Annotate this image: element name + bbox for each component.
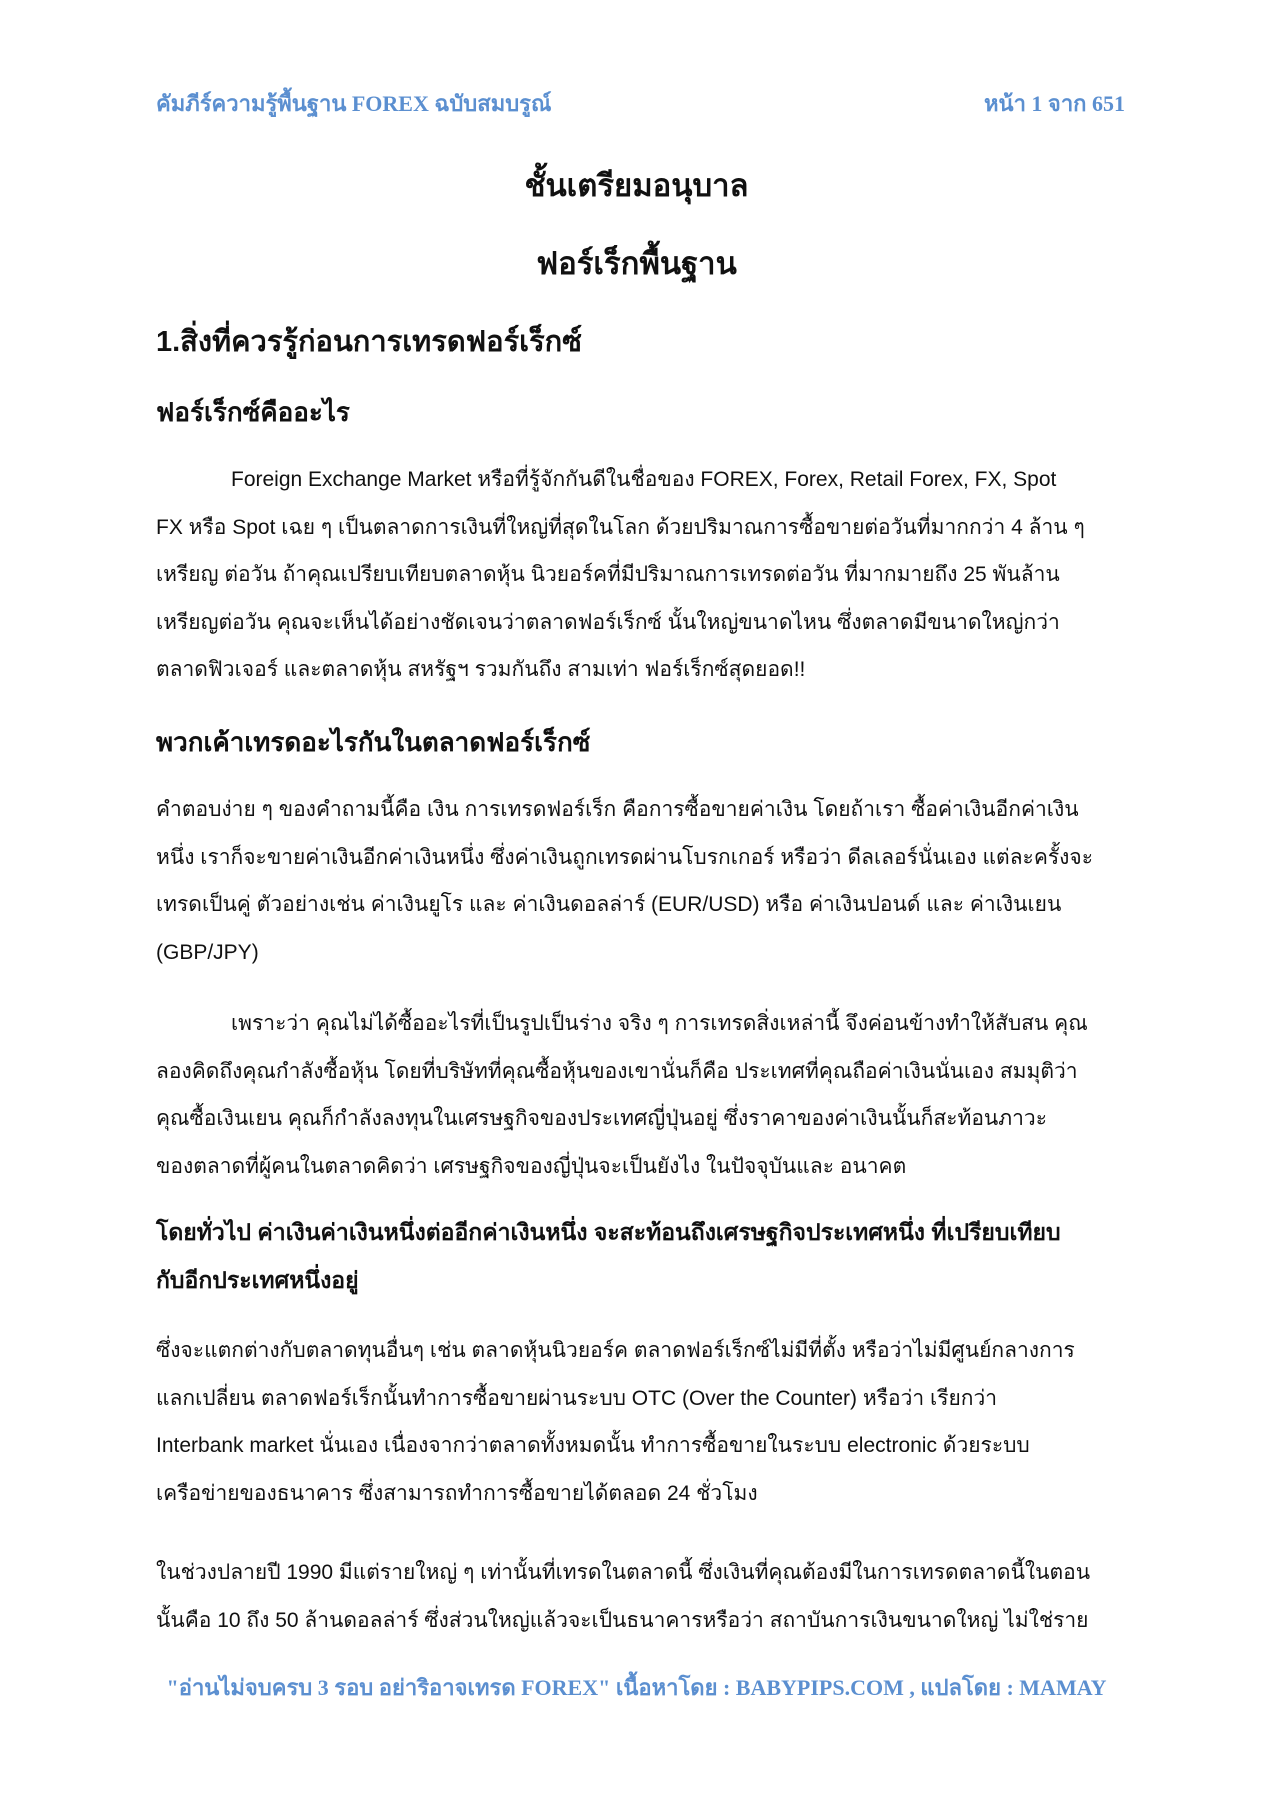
text-line: กับอีกประเทศหนึ่งอยู่ <box>156 1266 359 1293</box>
text-line: เหรียญ ต่อวัน ถ้าคุณเปรียบเทียบตลาดหุ้น นิวยอร์คที่มีปริมาณการเทรดต่อวัน ที่มากมายถึง 25 พันล้าน <box>156 563 1060 586</box>
text-line: เหรียญต่อวัน คุณจะเห็นได้อย่างชัดเจนว่าตลาดฟอร์เร็กซ์ นั้นใหญ่ขนาดไหน ซึ่งตลาดมีขนาดใหญ่กว่า <box>156 610 1060 634</box>
text-line: คำตอบง่าย ๆ ของคำถามนี้คือ เงิน การเทรดฟอร์เร็ก คือการซื้อขายค่าเงิน โดยถ้าเรา ซื้อค่าเงินอีกค่าเงิน <box>156 798 1079 821</box>
text-line: Interbank market นั่นเอง เนื่องจากว่าตลาดทั้งหมดนั้น ทำการซื้อขายในระบบ electronic ด้วยระบบ <box>156 1434 1030 1457</box>
subheading-what-is-traded: พวกเค้าเทรดอะไรกันในตลาดฟอร์เร็กซ์ <box>156 727 591 757</box>
paragraph-2 <box>156 786 1128 976</box>
paragraph-4 <box>156 1327 1128 1517</box>
text-line: (GBP/JPY) <box>156 940 259 964</box>
text-line: นั้นคือ 10 ถึง 50 ล้านดอลล่าร์ ซึ่งส่วนใหญ่แล้วจะเป็นธนาคารหรือว่า สถาบันการเงินขนาดใหญ่ ไม่ใช่ราย <box>156 1608 1089 1632</box>
footer-note: "อ่านไม่จบครบ 3 รอบ อย่าริอาจเทรด FOREX" เนื้อหาโดย : BABYPIPS.COM , แปลโดย : MAMAY <box>166 1675 1107 1700</box>
text-line: ในช่วงปลายปี 1990 มีแต่รายใหญ่ ๆ เท่านั้นที่เทรดในตลาดนี้ ซึ่งเงินที่คุณต้องมีในการเทรดตลาดนี้ในตอน <box>156 1561 1091 1584</box>
paragraph-3 <box>156 1000 1128 1190</box>
text-line: Foreign Exchange Market หรือที่รู้จักกันดีในชื่อของ FOREX, Forex, Retail Forex, FX, Spot <box>231 468 1057 491</box>
text-line: เทรดเป็นคู่ ตัวอย่างเช่น ค่าเงินยูโร และ ค่าเงินดอลล่าร์ (EUR/USD) หรือ ค่าเงินปอนด์ และ ค่าเงินเยน <box>156 893 1062 916</box>
text-line: ของตลาดที่ผู้คนในตลาดคิดว่า เศรษฐกิจของญี่ปุ่นจะเป็นยังไง ในปัจจุบันและ อนาคต <box>156 1154 907 1178</box>
subheading-what-is-forex: ฟอร์เร็กซ์คืออะไร <box>156 397 350 427</box>
text-line: ลองคิดถึงคุณกำลังซื้อหุ้น โดยที่บริษัทที่คุณซื้อหุ้นของเขานั่นก็คือ ประเทศที่คุณถือค่าเงินนั่นเอง สมมุติว่า <box>156 1059 1078 1083</box>
text-line: โดยทั่วไป ค่าเงินค่าเงินหนึ่งต่ออีกค่าเงินหนึ่ง จะสะท้อนถึงเศรษฐกิจประเทศหนึ่ง ที่เปรียบเทียบ <box>156 1219 1061 1245</box>
text-line: ซึ่งจะแตกต่างกับตลาดทุนอื่นๆ เช่น ตลาดหุ้นนิวยอร์ค ตลาดฟอร์เร็กซ์ไม่มีที่ตั้ง หรือว่าไม่มีศูนย์กลางการ <box>156 1339 1075 1362</box>
bold-statement <box>156 1209 1128 1304</box>
text-line: เครือข่ายของธนาคาร ซึ่งสามารถทำการซื้อขายได้ตลอด 24 ชั่วโมง <box>156 1481 758 1505</box>
header-page-info: หน้า 1 จาก 651 <box>984 91 1125 116</box>
text-line: หนึ่ง เราก็จะขายค่าเงินอีกค่าเงินหนึ่ง ซึ่งค่าเงินถูกเทรดผ่านโบรกเกอร์ หรือว่า ดีลเลอร์นั่นเอง แต่ละครั้งจะ <box>156 845 1094 869</box>
text-line: ตลาดฟิวเจอร์ และตลาดหุ้น สหรัฐฯ รวมกันถึง สามเท่า ฟอร์เร็กซ์สุดยอด!! <box>156 658 806 681</box>
paragraph-5 <box>156 1549 1128 1644</box>
paragraph-1 <box>156 456 1128 694</box>
text-line: คุณซื้อเงินเยน คุณก็กำลังลงทุนในเศรษฐกิจของประเทศญี่ปุ่นอยู่ ซึ่งราคาของค่าเงินนั้นก็สะท้อนภาวะ <box>156 1107 1047 1130</box>
section-heading: 1.สิ่งที่ควรรู้ก่อนการเทรดฟอร์เร็กซ์ <box>156 326 582 358</box>
text-line: แลกเปลี่ยน ตลาดฟอร์เร็กนั้นทำการซื้อขายผ่านระบบ OTC (Over the Counter) หรือว่า เรียกว่า <box>156 1386 998 1410</box>
text-line: FX หรือ Spot เฉย ๆ เป็นตลาดการเงินที่ใหญ่ที่สุดในโลก ด้วยปริมาณการซื้อขายต่อวันที่มากกว่า 4 ล้าน ๆ <box>156 515 1085 539</box>
text-line: เพราะว่า คุณไม่ได้ซื้ออะไรที่เป็นรูปเป็นร่าง จริง ๆ การเทรดสิ่งเหล่านี้ จึงค่อนข้างทำให้สับสน คุณ <box>231 1012 1088 1035</box>
main-title: ชั้นเตรียมอนุบาล <box>524 168 749 203</box>
header-book-title: คัมภีร์ความรู้พื้นฐาน FOREX ฉบับสมบรูณ์ <box>156 91 552 116</box>
sub-title: ฟอร์เร็กพื้นฐาน <box>536 246 737 281</box>
